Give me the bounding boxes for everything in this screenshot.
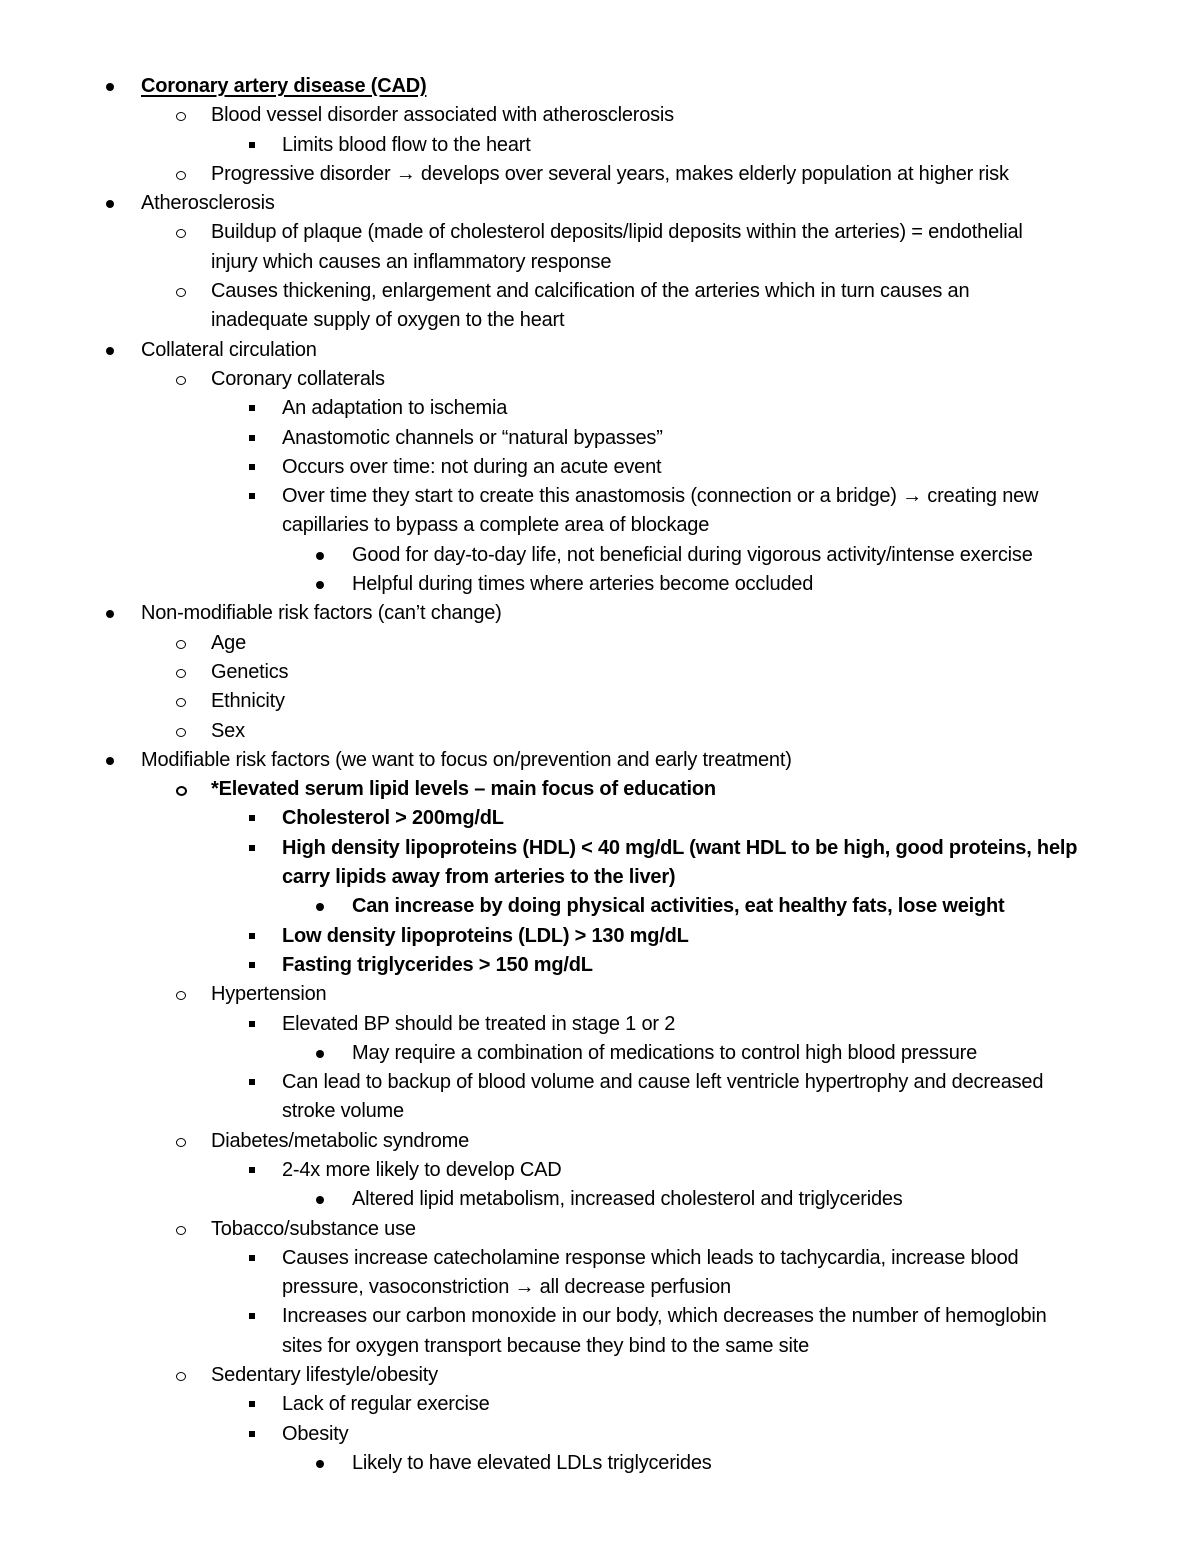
- bullet-icon: [313, 1449, 333, 1478]
- item-text: Genetics: [211, 660, 289, 683]
- bullet-icon: [313, 1185, 333, 1214]
- item-text: Sex: [211, 719, 245, 742]
- list-item: [0, 951, 1200, 980]
- list-item: [0, 541, 1200, 570]
- item-text: Causes thickening, enlargement and calcification of the arteries which in turn causes an: [211, 280, 970, 303]
- item-text: 2-4x more likely to develop CAD: [282, 1158, 562, 1181]
- bullet-icon: [103, 746, 123, 775]
- list-item-continuation: [0, 1273, 1200, 1302]
- list-item: [0, 189, 1200, 218]
- bullet-icon: [313, 570, 333, 599]
- list-item: [0, 131, 1200, 160]
- list-item: [0, 1068, 1200, 1097]
- circle-bullet-icon: [172, 160, 192, 189]
- item-text: High density lipoproteins (HDL) < 40 mg/dL (want HDL to be high, good proteins, help: [282, 836, 1078, 859]
- item-text: Tobacco/substance use: [211, 1217, 416, 1240]
- list-item: [0, 892, 1200, 921]
- item-text: Fasting triglycerides > 150 mg/dL: [282, 953, 593, 976]
- square-bullet-icon: [244, 804, 264, 833]
- circle-bullet-icon: [172, 277, 192, 306]
- item-text: Collateral circulation: [141, 338, 317, 361]
- list-item: [0, 1302, 1200, 1331]
- list-item: [0, 394, 1200, 423]
- list-item-continuation: [0, 863, 1200, 892]
- list-item: [0, 599, 1200, 628]
- list-item: [0, 72, 1200, 101]
- circle-bullet-icon: [172, 775, 192, 804]
- item-text: injury which causes an inflammatory response: [211, 250, 612, 273]
- square-bullet-icon: [244, 1390, 264, 1419]
- list-item: [0, 922, 1200, 951]
- square-bullet-icon: [244, 1302, 264, 1331]
- item-text: sites for oxygen transport because they bind to the same site: [282, 1334, 809, 1357]
- square-bullet-icon: [244, 482, 264, 511]
- list-item-continuation: [0, 306, 1200, 335]
- item-text: Causes increase catecholamine response which leads to tachycardia, increase blood: [282, 1246, 1019, 1269]
- item-text: Altered lipid metabolism, increased cholesterol and triglycerides: [352, 1188, 903, 1211]
- circle-bullet-icon: [172, 658, 192, 687]
- list-item: [0, 1215, 1200, 1244]
- item-text: Atherosclerosis: [141, 192, 275, 215]
- list-item: [0, 1156, 1200, 1185]
- item-text: Coronary collaterals: [211, 367, 385, 390]
- list-item: [0, 570, 1200, 599]
- bullet-icon: [103, 72, 123, 101]
- item-text: An adaptation to ischemia: [282, 397, 508, 420]
- circle-bullet-icon: [172, 101, 192, 130]
- square-bullet-icon: [244, 1244, 264, 1273]
- item-text: Over time they start to create this anastomosis (connection or a bridge) → creating new: [282, 485, 1039, 508]
- square-bullet-icon: [244, 922, 264, 951]
- list-item: [0, 482, 1200, 511]
- list-item: [0, 1361, 1200, 1390]
- item-text: Obesity: [282, 1422, 349, 1445]
- list-item: [0, 1010, 1200, 1039]
- square-bullet-icon: [244, 834, 264, 863]
- list-item: [0, 746, 1200, 775]
- square-bullet-icon: [244, 1010, 264, 1039]
- item-text: Hypertension: [211, 983, 327, 1006]
- bullet-icon: [103, 336, 123, 365]
- item-text: stroke volume: [282, 1100, 404, 1123]
- item-text: carry lipids away from arteries to the liver): [282, 866, 676, 889]
- list-item: [0, 658, 1200, 687]
- square-bullet-icon: [244, 394, 264, 423]
- square-bullet-icon: [244, 951, 264, 980]
- list-item: [0, 980, 1200, 1009]
- list-item: [0, 775, 1200, 804]
- item-text: pressure, vasoconstriction → all decrease perfusion: [282, 1276, 731, 1299]
- item-text: Can increase by doing physical activities, eat healthy fats, lose weight: [352, 895, 1005, 918]
- list-item: [0, 1244, 1200, 1273]
- circle-bullet-icon: [172, 1127, 192, 1156]
- bullet-icon: [103, 599, 123, 628]
- list-item: [0, 365, 1200, 394]
- list-item: [0, 717, 1200, 746]
- circle-bullet-icon: [172, 365, 192, 394]
- list-item: [0, 424, 1200, 453]
- document-page: [0, 72, 1200, 1478]
- bullet-icon: [313, 892, 333, 921]
- circle-bullet-icon: [172, 1215, 192, 1244]
- item-text: inadequate supply of oxygen to the heart: [211, 309, 565, 332]
- list-item: [0, 277, 1200, 306]
- item-text: Elevated BP should be treated in stage 1 or 2: [282, 1012, 676, 1035]
- item-text: Good for day-to-day life, not beneficial during vigorous activity/intense exercise: [352, 543, 1033, 566]
- item-text: Lack of regular exercise: [282, 1393, 490, 1416]
- item-text: Cholesterol > 200mg/dL: [282, 807, 504, 830]
- list-item: [0, 629, 1200, 658]
- item-text: Ethnicity: [211, 690, 285, 713]
- item-text: Increases our carbon monoxide in our body, which decreases the number of hemoglobin: [282, 1305, 1047, 1328]
- item-text: Non-modifiable risk factors (can’t change): [141, 602, 502, 625]
- item-text: Age: [211, 631, 246, 654]
- item-text: Buildup of plaque (made of cholesterol deposits/lipid deposits within the arteries) = endothelial: [211, 221, 1023, 244]
- circle-bullet-icon: [172, 218, 192, 247]
- item-text: Blood vessel disorder associated with atherosclerosis: [211, 104, 674, 127]
- item-text: Diabetes/metabolic syndrome: [211, 1129, 470, 1152]
- list-item-continuation: [0, 1097, 1200, 1126]
- circle-bullet-icon: [172, 629, 192, 658]
- list-item-continuation: [0, 248, 1200, 277]
- list-item: [0, 218, 1200, 247]
- list-item: [0, 1039, 1200, 1068]
- list-item: [0, 804, 1200, 833]
- circle-bullet-icon: [172, 980, 192, 1009]
- item-text: Limits blood flow to the heart: [282, 133, 531, 156]
- list-item: [0, 160, 1200, 189]
- list-item: [0, 834, 1200, 863]
- bullet-icon: [103, 189, 123, 218]
- item-text: Progressive disorder → develops over several years, makes elderly population at higher risk: [211, 162, 1009, 185]
- square-bullet-icon: [244, 1068, 264, 1097]
- circle-bullet-icon: [172, 687, 192, 716]
- item-text: Occurs over time: not during an acute event: [282, 455, 662, 478]
- list-item: [0, 1390, 1200, 1419]
- list-item: [0, 1449, 1200, 1478]
- item-text: Sedentary lifestyle/obesity: [211, 1364, 438, 1387]
- square-bullet-icon: [244, 453, 264, 482]
- item-text: capillaries to bypass a complete area of blockage: [282, 514, 710, 537]
- list-item: [0, 101, 1200, 130]
- list-item: [0, 687, 1200, 716]
- circle-bullet-icon: [172, 717, 192, 746]
- item-text: Low density lipoproteins (LDL) > 130 mg/dL: [282, 924, 689, 947]
- circle-bullet-icon: [172, 1361, 192, 1390]
- item-text: Helpful during times where arteries become occluded: [352, 573, 814, 596]
- square-bullet-icon: [244, 424, 264, 453]
- list-item: [0, 336, 1200, 365]
- item-text: May require a combination of medications to control high blood pressure: [352, 1041, 978, 1064]
- square-bullet-icon: [244, 1420, 264, 1449]
- item-text: Modifiable risk factors (we want to focus on/prevention and early treatment): [141, 748, 792, 771]
- list-item-continuation: [0, 511, 1200, 540]
- list-item-continuation: [0, 1332, 1200, 1361]
- item-text: Likely to have elevated LDLs triglycerides: [352, 1451, 712, 1474]
- list-item: [0, 1420, 1200, 1449]
- list-item: [0, 1185, 1200, 1214]
- bullet-icon: [313, 1039, 333, 1068]
- item-text: *Elevated serum lipid levels – main focus of education: [211, 778, 716, 801]
- item-text: Anastomotic channels or “natural bypasses”: [282, 426, 663, 449]
- item-text: Can lead to backup of blood volume and cause left ventricle hypertrophy and decreased: [282, 1071, 1044, 1094]
- bullet-icon: [313, 541, 333, 570]
- list-item: [0, 1127, 1200, 1156]
- heading-cad: Coronary artery disease (CAD): [141, 75, 427, 97]
- square-bullet-icon: [244, 131, 264, 160]
- list-item: [0, 453, 1200, 482]
- square-bullet-icon: [244, 1156, 264, 1185]
